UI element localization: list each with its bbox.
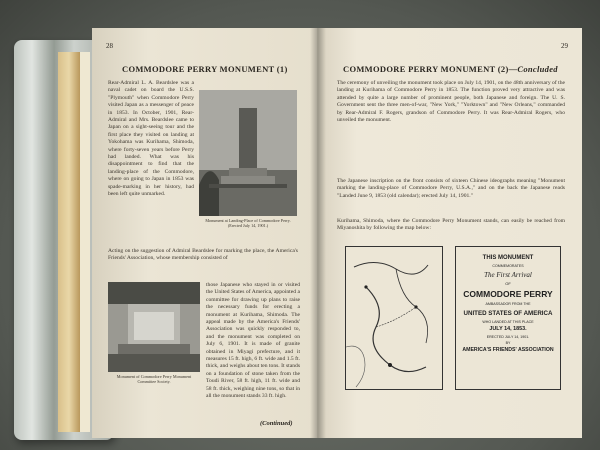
right-page-number: 29 <box>561 42 568 50</box>
right-page-title-main: COMMODORE PERRY MONUMENT (2) <box>343 64 509 74</box>
left-body-top: Rear-Admiral L. A. Beardslee was a naval cadet on board the U.S.S. "Plymouth" when Commodore Perry visited Japan as a messenger of peace in 1853. In October, 1901, Rear-Admiral and Mrs. Beardslee came to Japan on a sight-seeing tour and the first place they visited on landing at Yokohama was Kurihama, Shimoda, where forty-seven years before Perry had landed. What was his disappointment to find that the landing-place of the Commodore, where on going to Japan in 1853 was spade-marking in her history, had been left quite unmarked. <box>108 80 194 198</box>
left-body-mid: Acting on the suggestion of Admiral Beardslee for marking the place, the America's Friends' Association, whose membership consisted of <box>108 248 298 262</box>
monument-photo-image <box>199 90 297 216</box>
plaque-line-7: UNITED STATES OF AMERICA <box>463 310 553 317</box>
committee-photo <box>108 282 200 372</box>
plaque-line-11: BY <box>505 341 511 345</box>
left-page-number: 28 <box>106 42 113 50</box>
book-spine <box>58 52 80 432</box>
monument-photo <box>199 90 297 216</box>
plaque-line-5: COMMODORE PERRY <box>463 289 553 299</box>
route-map-drawing <box>346 247 442 389</box>
right-page-title <box>343 64 558 74</box>
monument-plaque <box>455 246 561 390</box>
right-page-title-suffix: —Concluded <box>508 64 558 74</box>
plaque-line-10: ERECTED JULY 14, 1901. <box>486 335 530 339</box>
right-page <box>317 28 582 438</box>
plaque-line-9: JULY 14, 1853. <box>489 326 527 332</box>
plaque-line-6: AMBASSADOR FROM THE <box>485 302 531 306</box>
right-body-3: Kurihama, Shimoda, where the Commodore Perry Monument stands, can easily be reached from Miyanoshita by following the map below: <box>337 218 565 232</box>
committee-photo-caption: Monument of Commodore Perry Monument Committee Society. <box>116 374 192 384</box>
plaque-line-1: THIS MONUMENT <box>482 255 534 261</box>
plaque-line-2: COMMEMORATES <box>492 264 524 268</box>
plaque-line-12: AMERICA'S FRIENDS' ASSOCIATION <box>462 347 554 353</box>
plaque-line-8: WHO LANDED AT THIS PLACE <box>482 320 534 324</box>
monument-photo-caption: Monument at Landing-Place of Commodore Perry. (Erected July 14, 1901.) <box>205 218 291 228</box>
plaque-line-4: OF <box>505 281 511 286</box>
book-gutter-shadow <box>310 28 326 438</box>
open-book <box>92 28 582 438</box>
committee-photo-image <box>108 282 200 372</box>
left-page-title: COMMODORE PERRY MONUMENT (1) <box>122 64 288 74</box>
right-body-1: The ceremony of unveiling the monument took place on July 14, 1901, on the 48th anniversary of the landing at Kurihama of Commodore Perry in 1853. The function proved very attractive and was attended by quite a large number of prominent people, both Japanese and foreign. The U. S. Government sent the three men-of-war, "New York," "Yorktown" and "New Orleans," commanded by Rear-Admiral F. Rogers, grandson of Commodore Perry. It was Rear-Admiral Rogers, who unveiled the monument. <box>337 80 565 124</box>
plaque-line-3: The First Arrival <box>484 271 532 279</box>
page-edges <box>80 52 90 432</box>
right-body-2: The Japanese inscription on the front consists of sixteen Chinese ideographs meaning "Monument marking the landing-place of Commodore Perry, U.S.A.," and on the back the Japanese reads "Landed June 9, 1853 (old calendar); erected July 14, 1901." <box>337 178 565 199</box>
left-body-bottom: those Japanese who stayed in or visited the United States of America, appointed a committee for drawing up plans to raise the necessary funds for erecting a monument at Kurihama, Shimoda. The appeal made by the America's Friends' Association was quickly responded to, and the monument was completed on July 6, 1901. It is made of granite obtained in Miyagi prefecture, and it measures 15 ft. high, 6 ft. wide and 1.5 ft. thick, and weighs about ten tons. It stands on a foundation of stone taken from the Toudi River, 58 ft. high, 11 ft. wide and 58 ft. thick, weighing nine tons, so that in all the monument stands 33 ft. high. <box>206 282 300 400</box>
left-page <box>92 28 317 438</box>
continued-label: (Continued) <box>260 420 293 427</box>
route-map <box>345 246 443 390</box>
